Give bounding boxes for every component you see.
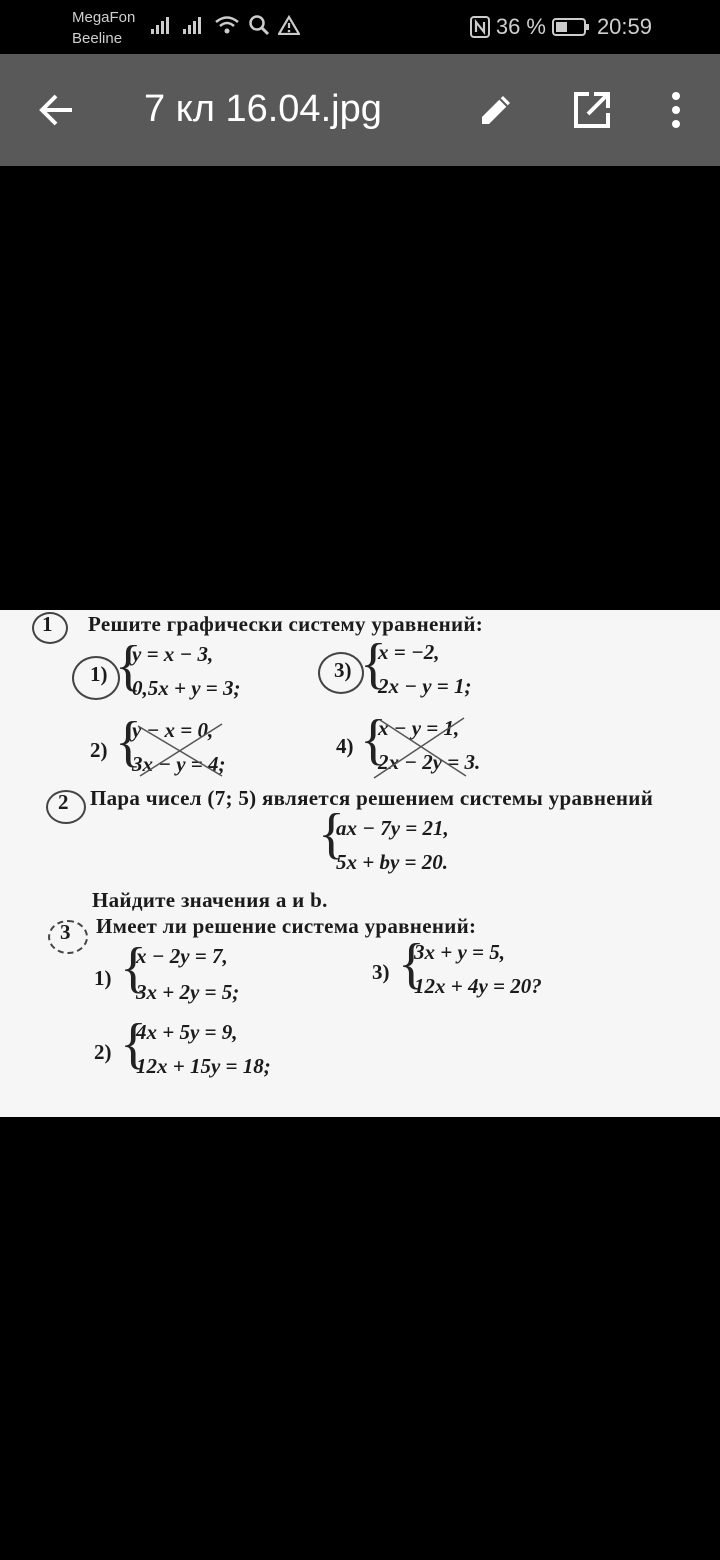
task1-item2-eq1: y − x = 0, [132, 718, 214, 742]
back-button[interactable] [30, 84, 82, 136]
task2-heading: Пара чисел (7; 5) является решением системы уравнений [90, 786, 654, 810]
task1-item1-label: 1) [90, 662, 108, 686]
task3-item3-label: 3) [372, 960, 390, 984]
time: 20:59 [596, 14, 652, 39]
open-external-icon [572, 90, 612, 130]
carrier-names [72, 7, 135, 49]
task2-question: Найдите значения a и b. [92, 888, 328, 912]
pen-cross-mark [370, 714, 470, 780]
more-options-button[interactable] [650, 84, 702, 136]
task3-item3-eq1: 3x + y = 5, [414, 940, 506, 964]
back-arrow-icon [36, 90, 76, 130]
open-external-button[interactable] [566, 84, 618, 136]
edit-pencil-icon [476, 90, 516, 130]
task1-item2-label: 2) [90, 738, 108, 762]
task3-item2-eq2: 12x + 15y = 18; [136, 1054, 271, 1078]
task1-heading: Решите графически систему уравнений: [88, 612, 484, 636]
task1-number: 1 [42, 612, 53, 636]
system-brace: { [360, 633, 387, 695]
wifi-icon [214, 15, 240, 35]
task1-item2-eq2: 3x − y = 4; [132, 752, 226, 776]
status-icons-right [470, 14, 590, 40]
task2-number: 2 [58, 790, 69, 814]
photo-viewer-image[interactable] [0, 610, 720, 1117]
status-icons-left [150, 14, 300, 36]
task1-item1-eq1: y = x − 3, [132, 642, 214, 666]
carrier-1: MegaFon [72, 9, 136, 26]
task1-item4-eq1: x − y = 1, [378, 716, 460, 740]
clock [597, 14, 652, 40]
task1-item1-eq2: 0,5x + y = 3; [132, 676, 241, 700]
system-brace: { [318, 803, 345, 865]
battery-percent: 36 % [495, 14, 546, 39]
task2-eq2: 5x + by = 20. [336, 850, 449, 874]
task3-item2-label: 2) [94, 1040, 112, 1064]
task3-item1-label: 1) [94, 966, 112, 990]
system-brace: { [115, 635, 142, 697]
task3-number: 3 [60, 920, 71, 944]
task1-item4-eq2: 2x − 2y = 3. [378, 750, 481, 774]
system-brace: { [120, 1013, 147, 1075]
warning-icon [278, 15, 300, 35]
task3-heading: Имеет ли решение система уравнений: [96, 914, 477, 938]
pen-cross-mark [130, 718, 230, 780]
task3-item1-eq1: x − 2y = 7, [136, 944, 228, 968]
task1-item3-label: 3) [334, 658, 352, 682]
nfc-icon [470, 16, 490, 38]
system-brace: { [360, 709, 387, 771]
task3-item2-eq1: 4x + 5y = 9, [136, 1020, 238, 1044]
more-vert-icon [670, 90, 682, 130]
edit-button[interactable] [470, 84, 522, 136]
system-brace: { [115, 711, 142, 773]
task1-item3-eq2: 2x − y = 1; [378, 674, 472, 698]
system-brace: { [398, 933, 425, 995]
task3-item1-eq2: 3x + 2y = 5; [136, 980, 240, 1004]
task1-item4-label: 4) [336, 734, 354, 758]
search-icon [248, 14, 270, 36]
app-bar [0, 54, 720, 166]
file-title: 7 кл 16.04.jpg [144, 88, 382, 130]
task2-eq1: ax − 7y = 21, [336, 816, 449, 840]
signal-icon [150, 15, 174, 35]
signal-icon [182, 15, 206, 35]
system-brace: { [120, 937, 147, 999]
carrier-2: Beeline [72, 30, 123, 47]
status-bar [0, 0, 720, 54]
battery-icon [552, 17, 590, 37]
task3-item3-eq2: 12x + 4y = 20? [414, 974, 542, 998]
task1-item3-eq1: x = −2, [378, 640, 440, 664]
